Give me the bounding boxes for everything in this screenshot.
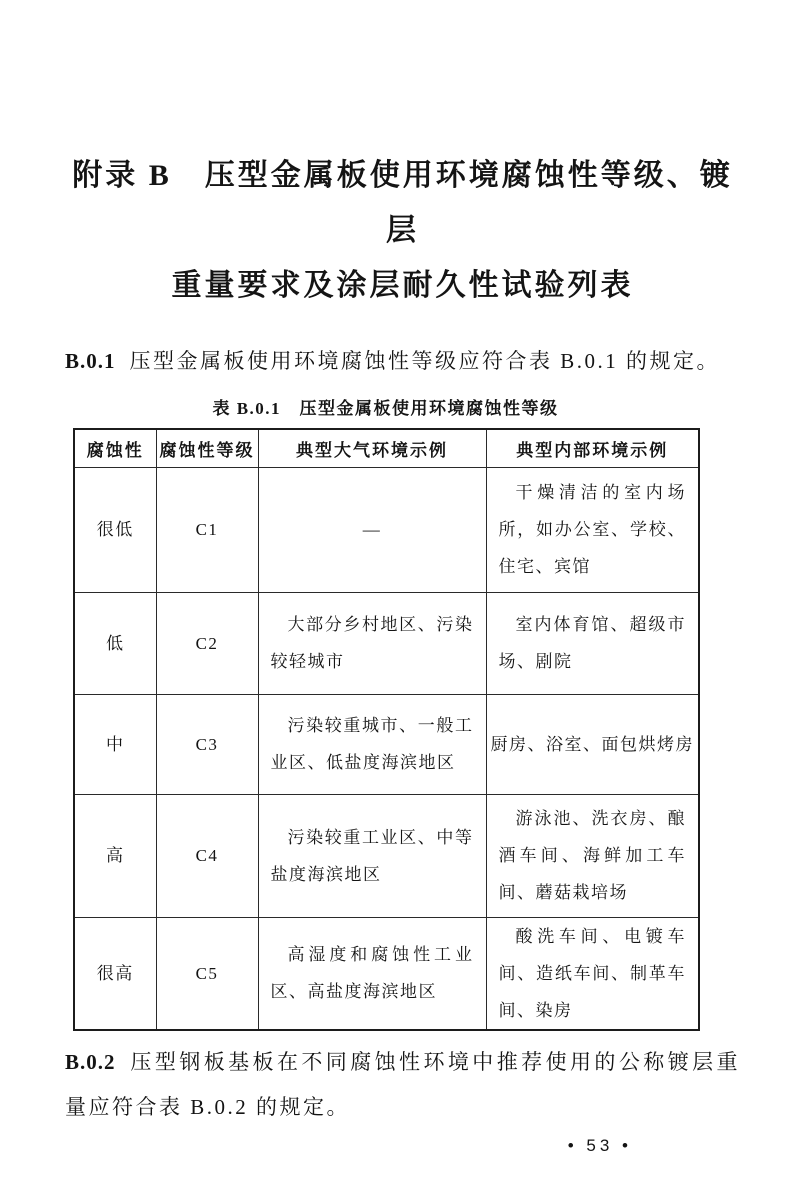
cell-indoor: 酸洗车间、电镀车间、造纸车间、制革车间、染房 [486, 917, 699, 1030]
cell-indoor: 厨房、浴室、面包烘烤房 [486, 694, 699, 794]
table-header-row [74, 429, 699, 467]
cell-atmospheric: 污染较重工业区、中等盐度海滨地区 [258, 794, 486, 917]
cell-atmospheric: — [258, 467, 486, 592]
header-indoor-example: 典型内部环境示例 [486, 429, 699, 467]
cell-corrosivity: 高 [74, 794, 156, 917]
section-b02-text: 压型钢板基板在不同腐蚀性环境中推荐使用的公称镀层重量应符合表 B.0.2 的规定。 [65, 1049, 740, 1119]
page-number: • 53 • [567, 1135, 632, 1155]
cell-corrosivity: 中 [74, 694, 156, 794]
header-corrosivity-grade: 腐蚀性等级 [156, 429, 258, 467]
header-atmospheric-example: 典型大气环境示例 [258, 429, 486, 467]
appendix-title [65, 148, 740, 313]
table-row [74, 467, 699, 592]
corrosion-grade-table [73, 428, 700, 1031]
section-b02-paragraph [65, 1040, 740, 1130]
cell-atmospheric: 高湿度和腐蚀性工业区、高盐度海滨地区 [258, 917, 486, 1030]
appendix-title-line-1: 附录 B 压型金属板使用环境腐蚀性等级、镀层 [72, 159, 733, 247]
cell-atmospheric: 大部分乡村地区、污染较轻城市 [258, 592, 486, 694]
table-row [74, 794, 699, 917]
cell-grade: C5 [156, 917, 258, 1030]
cell-grade: C1 [156, 467, 258, 592]
cell-indoor: 室内体育馆、超级市场、剧院 [486, 592, 699, 694]
cell-grade: C2 [156, 592, 258, 694]
section-b01-text: 压型金属板使用环境腐蚀性等级应符合表 B.0.1 的规定。 [129, 349, 721, 373]
section-b01-label: B.0.1 [65, 349, 116, 373]
cell-corrosivity: 低 [74, 592, 156, 694]
cell-corrosivity: 很低 [74, 467, 156, 592]
cell-atmospheric: 污染较重城市、一般工业区、低盐度海滨地区 [258, 694, 486, 794]
table-caption: 表 B.0.1 压型金属板使用环境腐蚀性等级 [212, 399, 559, 418]
section-b01-paragraph [65, 339, 740, 384]
cell-grade: C3 [156, 694, 258, 794]
cell-grade: C4 [156, 794, 258, 917]
table-row [74, 694, 699, 794]
cell-indoor: 游泳池、洗衣房、酿酒车间、海鲜加工车间、蘑菇栽培场 [486, 794, 699, 917]
table-row [74, 917, 699, 1030]
table-b01-block [73, 394, 698, 1031]
appendix-title-line-2: 重量要求及涂层耐久性试验列表 [171, 269, 634, 302]
table-row [74, 592, 699, 694]
cell-indoor: 干燥清洁的室内场所，如办公室、学校、住宅、宾馆 [486, 467, 699, 592]
header-corrosivity: 腐蚀性 [74, 429, 156, 467]
section-b02-label: B.0.2 [65, 1049, 116, 1074]
cell-corrosivity: 很高 [74, 917, 156, 1030]
